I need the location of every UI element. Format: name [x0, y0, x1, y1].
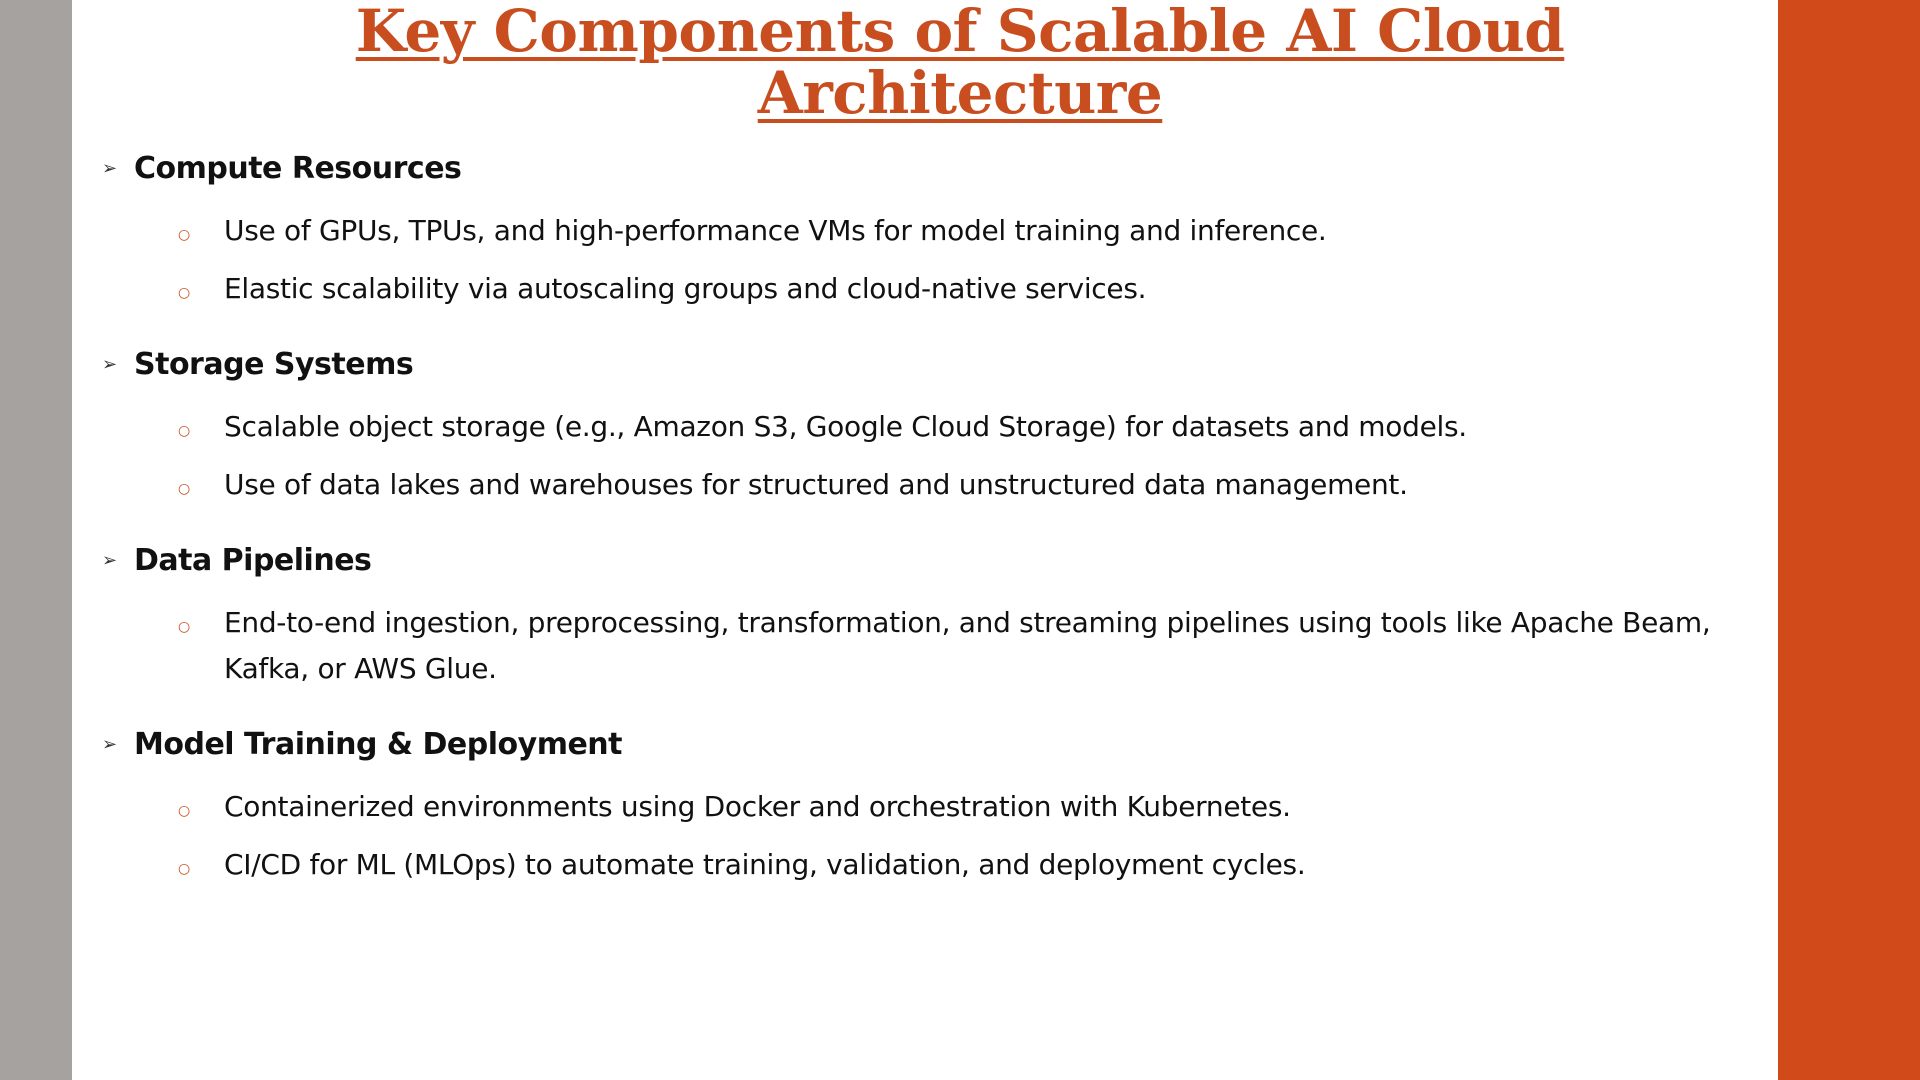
- section-heading: [102, 140, 1742, 196]
- list-item-text: Elastic scalability via autoscaling groups and cloud-native services.: [224, 272, 1147, 305]
- circle-bullet-icon: ○: [178, 803, 190, 819]
- section-storage-systems: [102, 336, 1742, 508]
- bullet-list: [102, 208, 1742, 312]
- section-compute-resources: [102, 140, 1742, 312]
- circle-bullet-icon: ○: [178, 227, 190, 243]
- list-item: [102, 208, 1742, 254]
- arrowhead-bullet-icon: ➢: [102, 157, 117, 179]
- section-heading-text: Storage Systems: [134, 346, 414, 382]
- circle-bullet-icon: ○: [178, 861, 190, 877]
- section-heading-text: Model Training & Deployment: [134, 726, 623, 762]
- section-heading: [102, 336, 1742, 392]
- list-item-text: Use of data lakes and warehouses for structured and unstructured data management.: [224, 468, 1408, 501]
- arrowhead-bullet-icon: ➢: [102, 733, 117, 755]
- arrowhead-bullet-icon: ➢: [102, 549, 117, 571]
- section-model-training-deployment: [102, 716, 1742, 888]
- list-item: [102, 404, 1742, 450]
- slide-title: Key Components of Scalable AI Cloud Architecture: [355, 0, 1565, 127]
- section-data-pipelines: [102, 532, 1742, 692]
- list-item: [102, 600, 1742, 692]
- list-item-text: Use of GPUs, TPUs, and high-performance VMs for model training and inference.: [224, 214, 1327, 247]
- list-item-text: CI/CD for ML (MLOps) to automate training, validation, and deployment cycles.: [224, 848, 1306, 881]
- list-item-text: End-to-end ingestion, preprocessing, transformation, and streaming pipelines using tools like Apache Beam, Kafka, or AWS Glue.: [224, 606, 1711, 685]
- list-item-text: Containerized environments using Docker and orchestration with Kubernetes.: [224, 790, 1291, 823]
- circle-bullet-icon: ○: [178, 423, 190, 439]
- circle-bullet-icon: ○: [178, 619, 190, 635]
- slide-content: [102, 140, 1742, 912]
- section-heading: [102, 716, 1742, 772]
- section-heading-text: Compute Resources: [134, 150, 462, 186]
- section-heading-text: Data Pipelines: [134, 542, 372, 578]
- list-item: [102, 266, 1742, 312]
- list-item: [102, 784, 1742, 830]
- circle-bullet-icon: ○: [178, 285, 190, 301]
- bullet-list: [102, 600, 1742, 692]
- bullet-list: [102, 784, 1742, 888]
- section-heading: [102, 532, 1742, 588]
- list-item-text: Scalable object storage (e.g., Amazon S3, Google Cloud Storage) for datasets and models.: [224, 410, 1467, 443]
- list-item: [102, 462, 1742, 508]
- bullet-list: [102, 404, 1742, 508]
- right-accent-bar: [1778, 0, 1920, 1080]
- arrowhead-bullet-icon: ➢: [102, 353, 117, 375]
- left-accent-bar: [0, 0, 72, 1080]
- list-item: [102, 842, 1742, 888]
- circle-bullet-icon: ○: [178, 481, 190, 497]
